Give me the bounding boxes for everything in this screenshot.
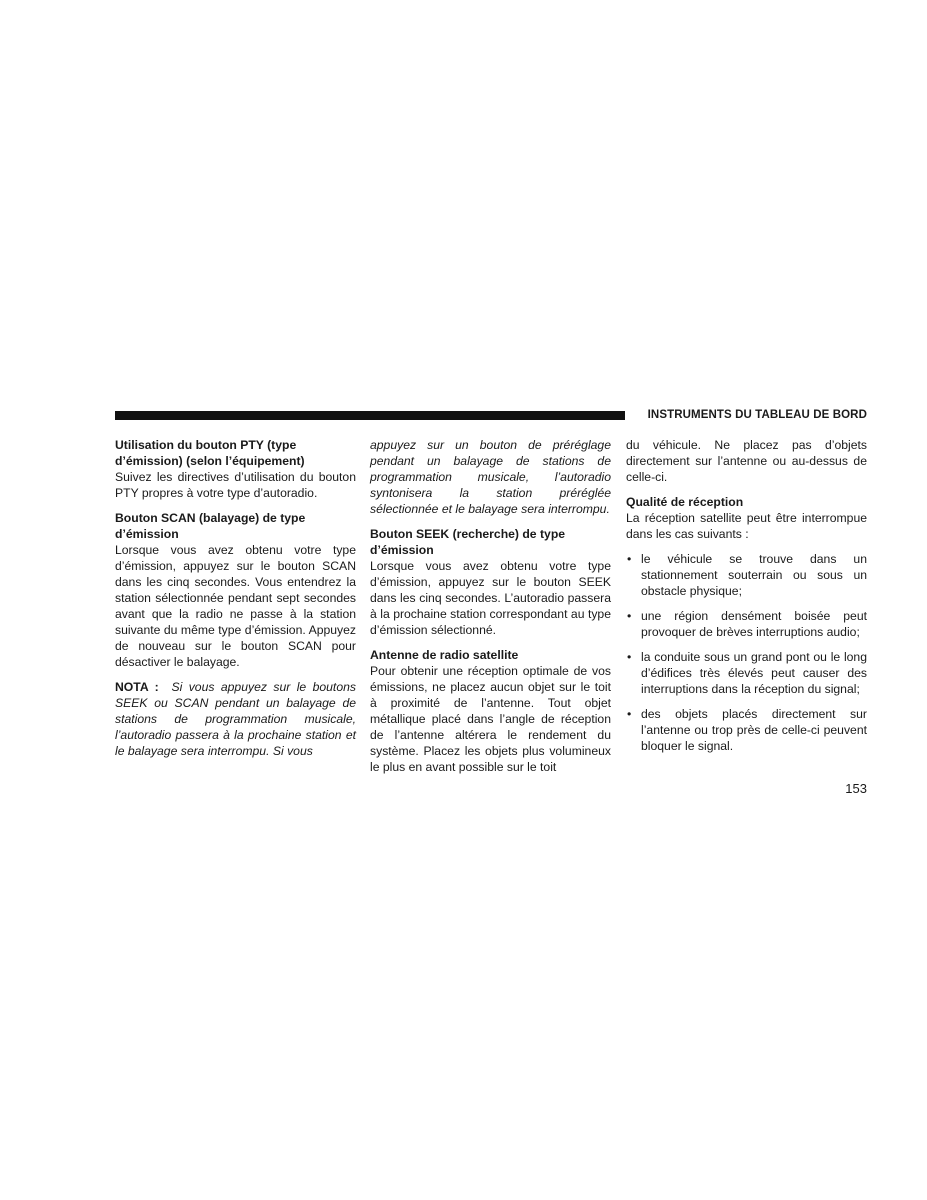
section-header-title: INSTRUMENTS DU TABLEAU DE BORD	[647, 409, 867, 421]
quality-heading: Qualité de réception	[626, 495, 744, 509]
list-item	[626, 608, 867, 640]
list-item	[626, 649, 867, 697]
list-item-text: la conduite sous un grand pont ou le long d’édifices très élevés peut causer des interruptions dans la réception du signal;	[641, 650, 867, 696]
page-number: 153	[845, 781, 867, 796]
scan-heading-line2: d’émission	[115, 527, 179, 541]
nota-text: Si vous appuyez sur le boutons SEEK ou SCAN pendant un balayage de stations de programmation musicale, l’autoradio passera à la prochaine station et le balayage sera interrompu. Si vous	[115, 680, 356, 758]
bullet-icon: •	[627, 609, 632, 623]
bullet-icon: •	[627, 650, 632, 664]
list-item-text: une région densément boisée peut provoquer de brèves interruptions audio;	[641, 609, 867, 639]
text-column-2	[370, 437, 611, 775]
seek-heading-line1: Bouton SEEK (recherche) de type	[370, 527, 566, 541]
pty-body: Suivez les directives d’utilisation du bouton PTY propres à votre type d’autoradio.	[115, 470, 356, 500]
list-item	[626, 551, 867, 599]
antenna-continued: du véhicule. Ne placez pas d’objets directement sur l’antenne ou au-dessus de celle-ci.	[626, 438, 867, 484]
seek-body: Lorsque vous avez obtenu votre type d’émission, appuyez sur le bouton SEEK dans les cinq secondes. L’autoradio passera à la prochaine station correspondant au type d’émission sélectionné.	[370, 559, 611, 637]
bullet-icon: •	[627, 707, 632, 721]
antenna-body: Pour obtenir une réception optimale de vos émissions, ne placez aucun objet sur le toit à proximité de l’antenne. Tout objet métallique placé dans l’angle de réception de l’antenne altérera le rendement du système. Placez les objets plus volumineux le plus en avant possible sur le toit	[370, 664, 611, 774]
list-item-text: des objets placés directement sur l’antenne ou trop près de celle-ci peuvent bloquer le signal.	[641, 707, 867, 753]
pty-heading-line2: d’émission) (selon l’équipement)	[115, 454, 305, 468]
nota-paragraph	[115, 679, 356, 759]
text-column-3	[626, 437, 867, 754]
scan-heading-line1: Bouton SCAN (balayage) de type	[115, 511, 306, 525]
bullet-icon: •	[627, 552, 632, 566]
seek-heading	[370, 526, 611, 558]
reception-interruption-list	[626, 551, 867, 754]
quality-intro: La réception satellite peut être interrompue dans les cas suivants :	[626, 511, 867, 541]
scan-body: Lorsque vous avez obtenu votre type d’émission, appuyez sur le bouton SCAN dans les cinq secondes. Vous entendrez la station sélectionnée pendant sept secondes avant que la radio ne passe à la station suivante du même type d’émission. Appuyez de nouveau sur le bouton SCAN pour désactiver le balayage.	[115, 543, 356, 669]
scan-heading	[115, 510, 356, 542]
nota-continued: appuyez sur un bouton de préréglage pendant un balayage de stations de programmation musicale, l’autoradio syntonisera la station préréglée sélectionnée et le balayage sera interrompu.	[370, 438, 611, 516]
seek-heading-line2: d’émission	[370, 543, 434, 557]
pty-heading-line1: Utilisation du bouton PTY (type	[115, 438, 297, 452]
nota-label: NOTA :	[115, 680, 159, 694]
antenna-heading: Antenne de radio satellite	[370, 648, 519, 662]
pty-heading	[115, 437, 356, 469]
list-item-text: le véhicule se trouve dans un stationnement souterrain ou sous un obstacle physique;	[641, 552, 867, 598]
text-column-1	[115, 437, 356, 759]
section-header-bar	[115, 411, 625, 420]
list-item	[626, 706, 867, 754]
